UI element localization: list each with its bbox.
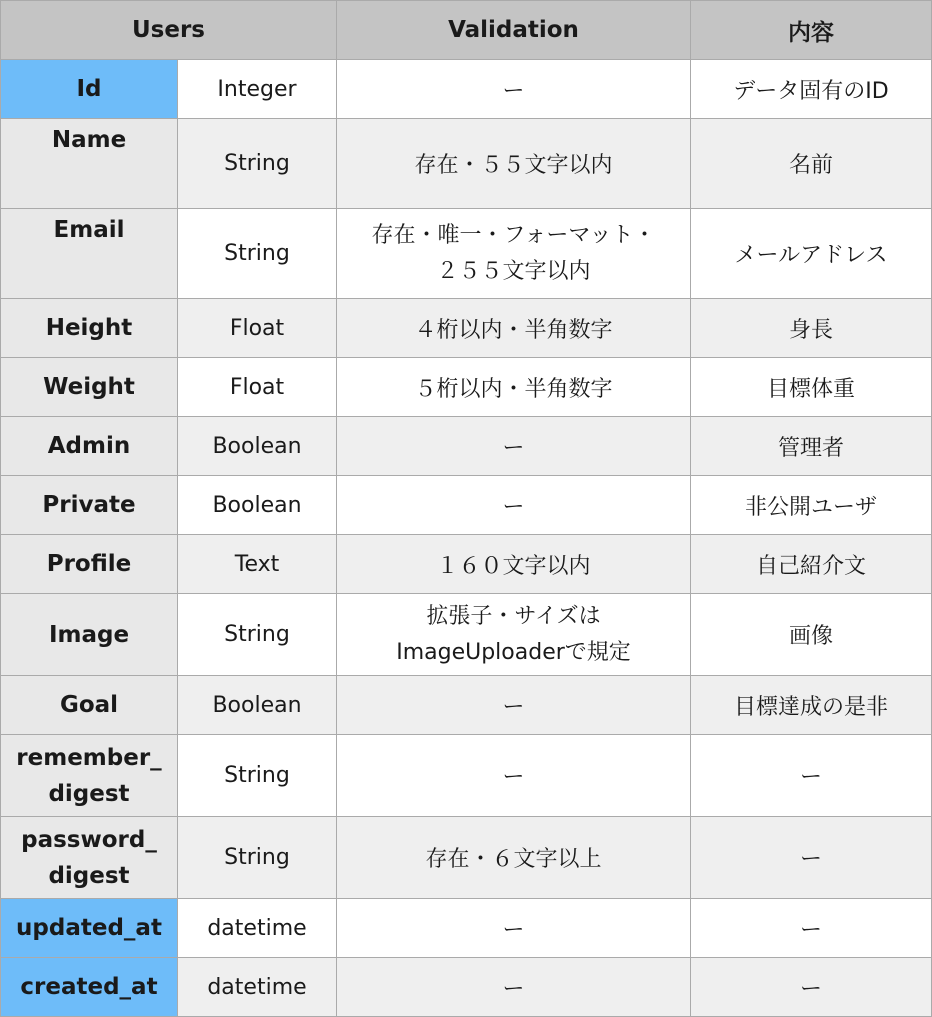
field-type: String — [178, 119, 337, 209]
field-type: Float — [178, 358, 337, 417]
field-content: ー — [691, 958, 932, 1017]
header-users: Users — [1, 1, 337, 60]
field-name: created_at — [1, 958, 178, 1017]
field-type: Boolean — [178, 417, 337, 476]
table-row — [1, 958, 932, 1017]
field-content: ー — [691, 817, 932, 899]
field-type: String — [178, 817, 337, 899]
field-name: Image — [1, 594, 178, 676]
field-type: Integer — [178, 60, 337, 119]
field-name: Admin — [1, 417, 178, 476]
field-type: String — [178, 594, 337, 676]
field-name: Email — [1, 209, 178, 299]
field-name: Name — [1, 119, 178, 209]
field-validation: １６０文字以内 — [337, 535, 691, 594]
field-validation: ー — [337, 958, 691, 1017]
field-type: Text — [178, 535, 337, 594]
field-validation: ー — [337, 899, 691, 958]
table-row — [1, 817, 932, 899]
field-type: datetime — [178, 958, 337, 1017]
field-content: メールアドレス — [691, 209, 932, 299]
field-name: updated_at — [1, 899, 178, 958]
validation-line: ２５５文字以内 — [436, 258, 591, 284]
field-name: Profile — [1, 535, 178, 594]
field-content: ー — [691, 899, 932, 958]
table-row — [1, 676, 932, 735]
table-row — [1, 535, 932, 594]
field-name — [1, 735, 178, 817]
field-name: Height — [1, 299, 178, 358]
field-type: String — [178, 209, 337, 299]
field-validation: ー — [337, 735, 691, 817]
table-row — [1, 299, 932, 358]
table-row — [1, 60, 932, 119]
field-validation: 存在・５５文字以内 — [337, 119, 691, 209]
field-content: 画像 — [691, 594, 932, 676]
field-type: Boolean — [178, 676, 337, 735]
field-name: Private — [1, 476, 178, 535]
field-content: ー — [691, 735, 932, 817]
table-row — [1, 417, 932, 476]
validation-line: ImageUploaderで規定 — [396, 639, 631, 665]
table-row — [1, 358, 932, 417]
field-validation: ー — [337, 676, 691, 735]
field-content: 自己紹介文 — [691, 535, 932, 594]
field-content: 目標達成の是非 — [691, 676, 932, 735]
validation-line: 存在・唯一・フォーマット・ — [371, 222, 656, 248]
field-validation — [337, 594, 691, 676]
field-validation: 存在・６文字以上 — [337, 817, 691, 899]
validation-line: 拡張子・サイズは — [426, 603, 601, 629]
field-name-line: remember_ — [16, 744, 162, 771]
field-validation — [337, 209, 691, 299]
field-type: Boolean — [178, 476, 337, 535]
header-validation: Validation — [337, 1, 691, 60]
field-content: データ固有のID — [691, 60, 932, 119]
header-content: 内容 — [691, 1, 932, 60]
table-row — [1, 594, 932, 676]
table-row — [1, 119, 932, 209]
field-name: Id — [1, 60, 178, 119]
field-type: String — [178, 735, 337, 817]
field-name-line: digest — [48, 862, 130, 889]
table-row — [1, 899, 932, 958]
field-name — [1, 817, 178, 899]
field-content: 名前 — [691, 119, 932, 209]
field-name: Weight — [1, 358, 178, 417]
field-name-line: digest — [48, 780, 130, 807]
field-validation: ４桁以内・半角数字 — [337, 299, 691, 358]
header-row — [1, 1, 932, 60]
field-validation: ー — [337, 476, 691, 535]
field-name-line: password_ — [21, 826, 157, 853]
field-name: Goal — [1, 676, 178, 735]
table-row — [1, 476, 932, 535]
field-content: 非公開ユーザ — [691, 476, 932, 535]
field-validation: ５桁以内・半角数字 — [337, 358, 691, 417]
field-validation: ー — [337, 60, 691, 119]
field-content: 管理者 — [691, 417, 932, 476]
field-type: datetime — [178, 899, 337, 958]
field-content: 目標体重 — [691, 358, 932, 417]
field-validation: ー — [337, 417, 691, 476]
field-content: 身長 — [691, 299, 932, 358]
table-row — [1, 209, 932, 299]
field-type: Float — [178, 299, 337, 358]
table-row — [1, 735, 932, 817]
